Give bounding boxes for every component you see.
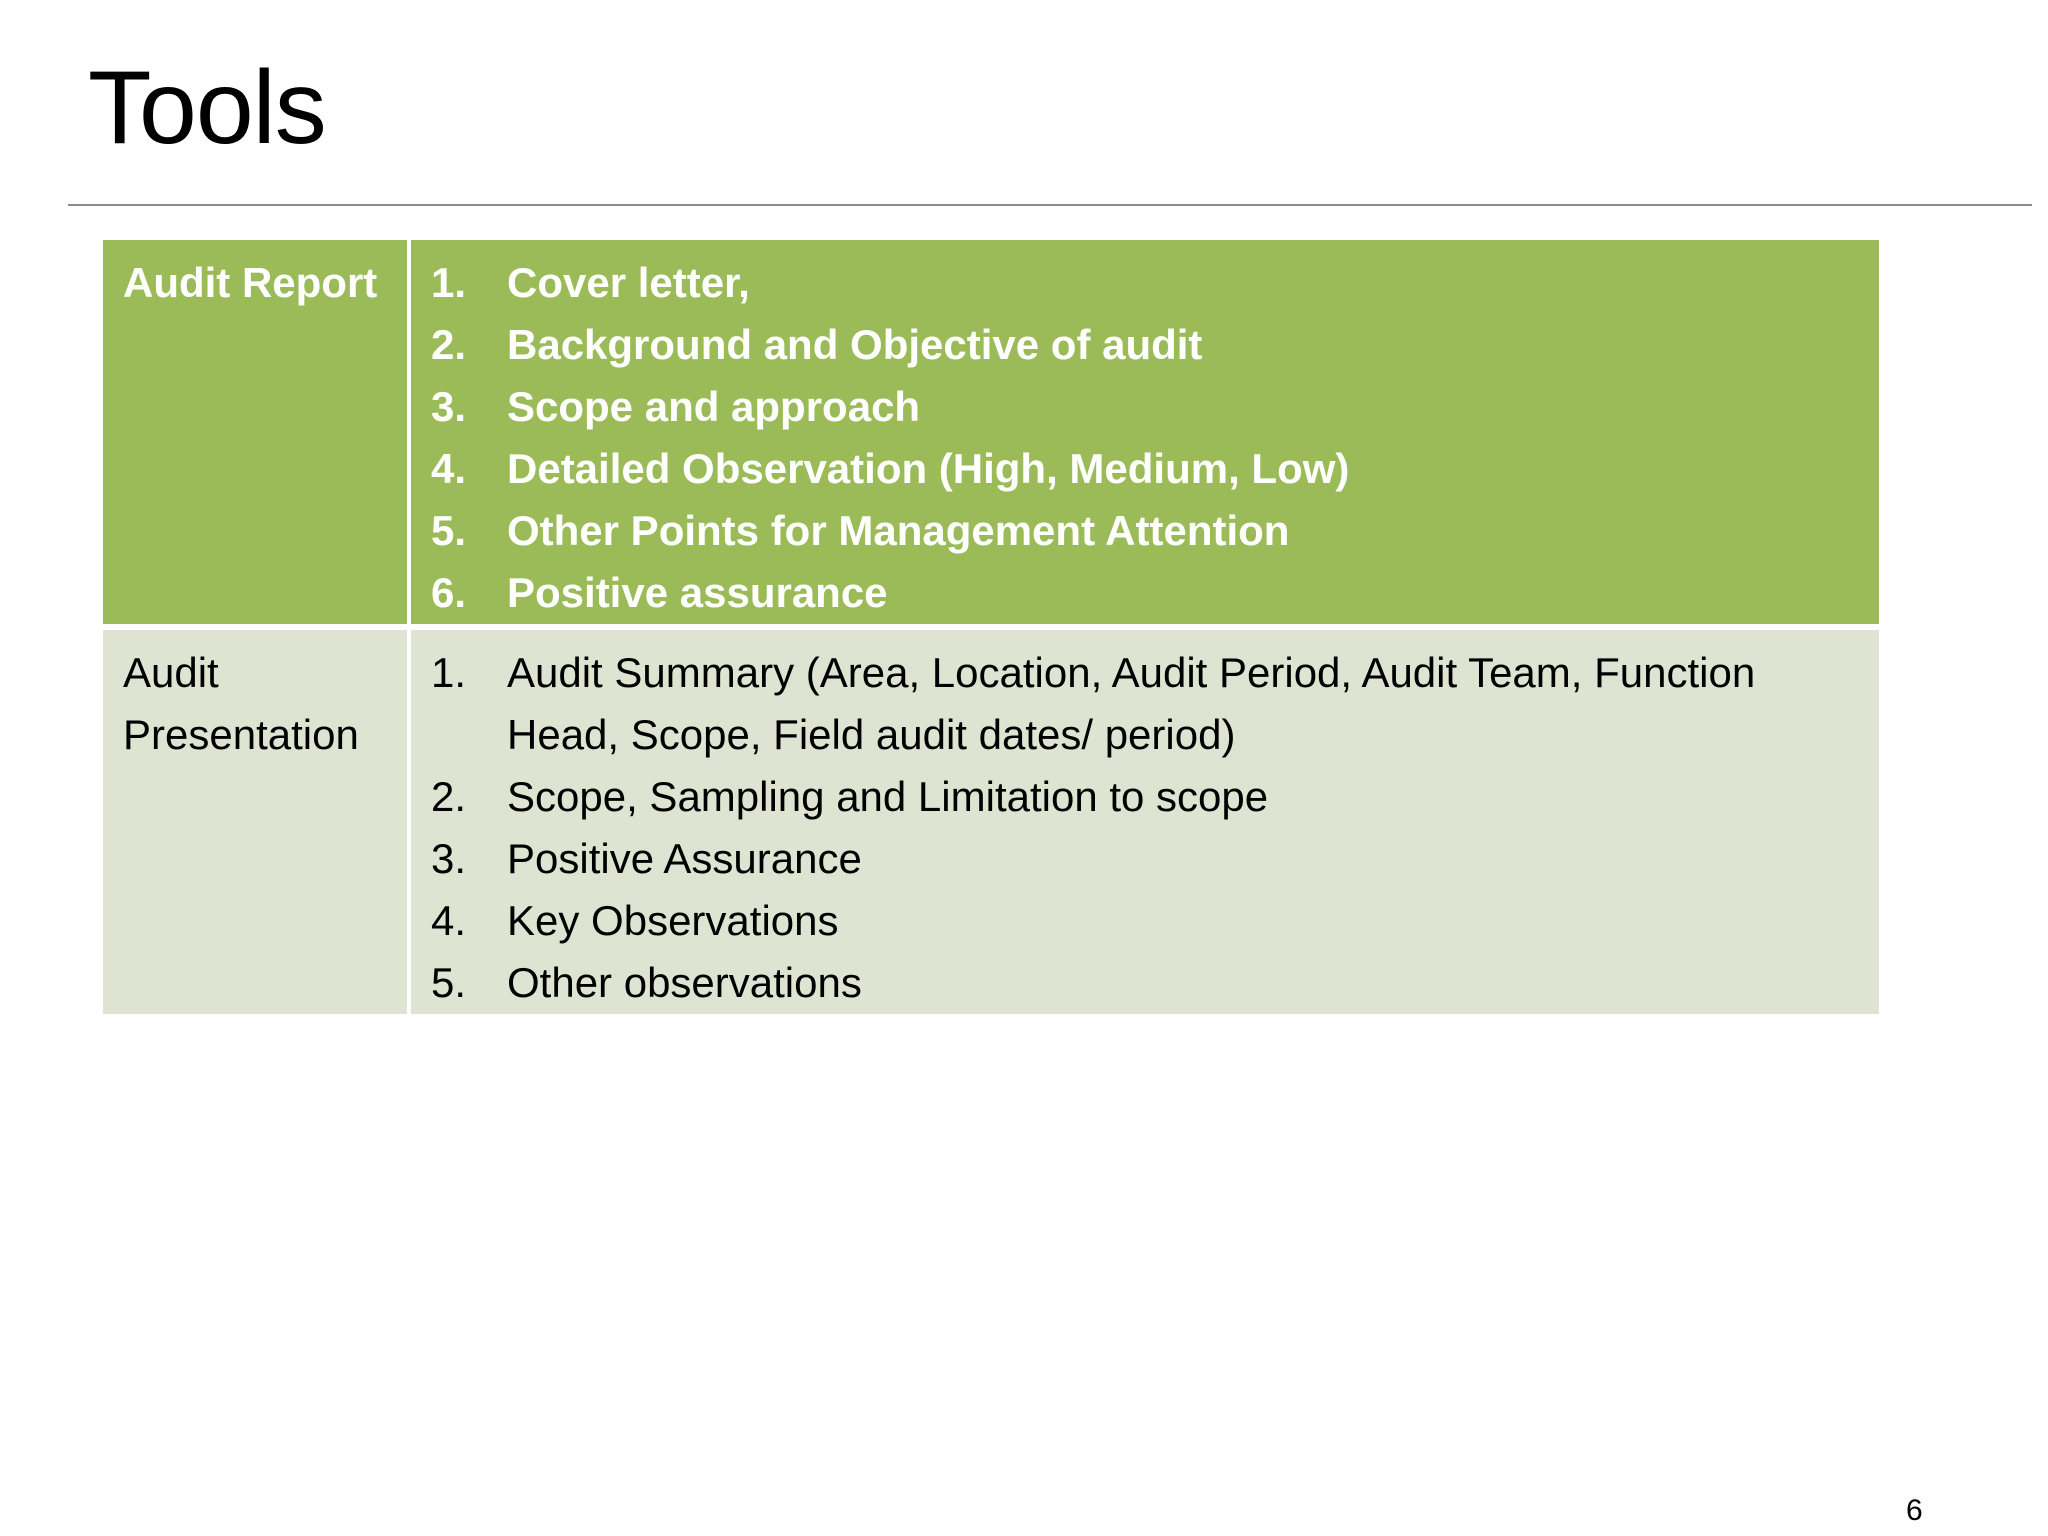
item-number: 1. [431, 649, 467, 696]
list-item [411, 314, 1879, 376]
item-text: Positive Assurance [507, 835, 862, 882]
item-text: Background and Objective of audit [507, 321, 1203, 368]
list-item [411, 252, 1879, 314]
item-text: Scope and approach [507, 383, 921, 430]
item-text: Cover letter, [507, 259, 750, 306]
row-label-audit-report [103, 240, 409, 627]
row-label-text: Audit Report [123, 259, 378, 306]
item-number: 5. [431, 507, 467, 554]
row-items-audit-report [409, 240, 1879, 627]
item-text: Scope, Sampling and Limitation to scope [507, 773, 1269, 820]
list-item [411, 642, 1879, 766]
item-number: 2. [431, 321, 467, 368]
title-divider [68, 204, 2032, 206]
slide-title: Tools [88, 50, 326, 166]
item-text: Other Points for Management Attention [507, 507, 1290, 554]
item-number: 5. [431, 959, 467, 1006]
list-item [411, 766, 1879, 828]
row-label-text: Audit Presentation [123, 649, 359, 758]
row-label-audit-presentation [103, 627, 409, 1014]
page-number: 6 [1906, 1494, 1923, 1527]
item-text: Other observations [507, 959, 862, 1006]
row-items-audit-presentation [409, 627, 1879, 1014]
item-text: Detailed Observation (High, Medium, Low) [507, 445, 1350, 492]
item-text: Audit Summary (Area, Location, Audit Period, Audit Team, Function Head, Scope, Field audit dates/ period) [507, 649, 1756, 758]
numbered-list [411, 240, 1879, 624]
item-number: 3. [431, 835, 467, 882]
list-item [411, 828, 1879, 890]
table-row-audit-presentation [103, 627, 1879, 1014]
item-number: 3. [431, 383, 467, 430]
item-number: 4. [431, 897, 467, 944]
list-item [411, 500, 1879, 562]
list-item [411, 376, 1879, 438]
list-item [411, 438, 1879, 500]
item-number: 6. [431, 569, 467, 616]
numbered-list [411, 630, 1879, 1014]
item-number: 1. [431, 259, 467, 306]
item-text: Positive assurance [507, 569, 888, 616]
list-item [411, 890, 1879, 952]
list-item [411, 562, 1879, 624]
item-text: Key Observations [507, 897, 839, 944]
item-number: 4. [431, 445, 467, 492]
list-item [411, 952, 1879, 1014]
tools-table [103, 240, 1879, 1014]
table-row-audit-report [103, 240, 1879, 627]
item-number: 2. [431, 773, 467, 820]
